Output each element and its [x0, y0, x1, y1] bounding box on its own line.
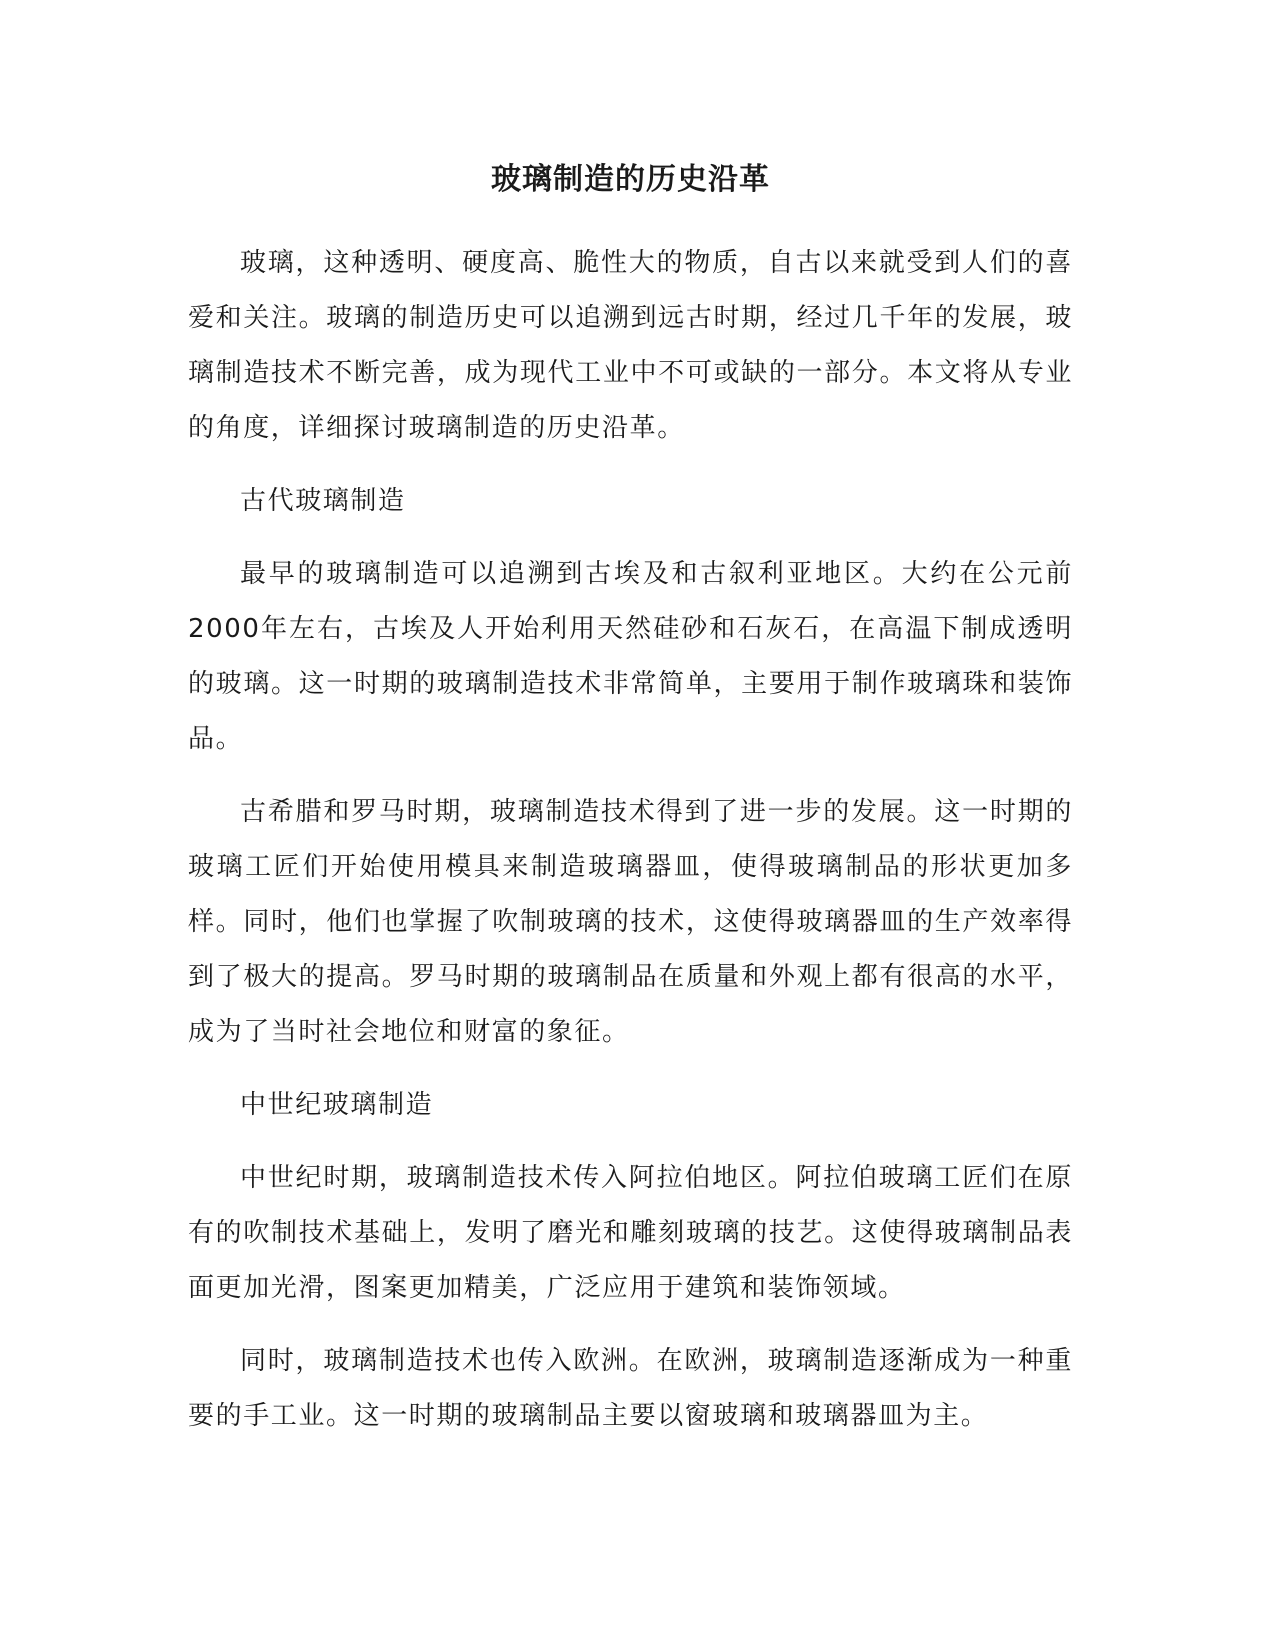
section-paragraph: 同时，玻璃制造技术也传入欧洲。在欧洲，玻璃制造逐渐成为一种重要的手工业。这一时期的玻璃制品主要以窗玻璃和玻璃器皿为主。 [188, 1346, 1073, 1431]
document-body [188, 160, 1073, 1462]
section-paragraph: 最早的玻璃制造可以追溯到古埃及和古叙利亚地区。大约在公元前2000年左右，古埃及人开始利用天然硅砂和石灰石，在高温下制成透明的玻璃。这一时期的玻璃制造技术非常简单，主要用于制作玻璃珠和装饰品。 [188, 559, 1073, 754]
page-title: 玻璃制造的历史沿革 [491, 162, 770, 197]
section-heading: 中世纪玻璃制造 [240, 1090, 434, 1120]
section-medieval [188, 1078, 1073, 1444]
section-paragraph: 古希腊和罗马时期，玻璃制造技术得到了进一步的发展。这一时期的玻璃工匠们开始使用模具来制造玻璃器皿，使得玻璃制品的形状更加多样。同时，他们也掌握了吹制玻璃的技术，这使得玻璃器皿的生产效率得到了极大的提高。罗马时期的玻璃制品在质量和外观上都有很高的水平，成为了当时社会地位和财富的象征。 [188, 797, 1073, 1047]
section-paragraph: 中世纪时期，玻璃制造技术传入阿拉伯地区。阿拉伯玻璃工匠们在原有的吹制技术基础上，发明了磨光和雕刻玻璃的技艺。这使得玻璃制品表面更加光滑，图案更加精美，广泛应用于建筑和装饰领域。 [188, 1163, 1073, 1303]
section-heading: 古代玻璃制造 [240, 486, 406, 516]
intro-paragraph: 玻璃，这种透明、硬度高、脆性大的物质，自古以来就受到人们的喜爱和关注。玻璃的制造历史可以追溯到远古时期，经过几千年的发展，玻璃制造技术不断完善，成为现代工业中不可或缺的一部分。本文将从专业的角度，详细探讨玻璃制造的历史沿革。 [188, 248, 1073, 443]
section-ancient [188, 474, 1073, 1060]
